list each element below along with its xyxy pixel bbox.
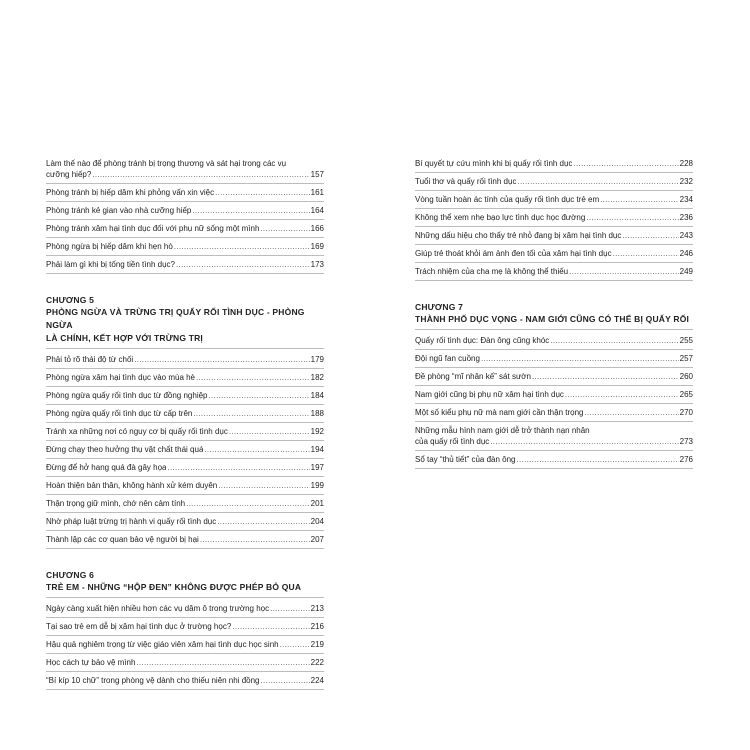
leader-dots — [584, 407, 678, 418]
toc-entry — [46, 238, 324, 256]
toc-entry-title: Một số kiểu phụ nữ mà nam giới cần thận trọng — [415, 408, 584, 417]
leader-dots — [260, 223, 309, 234]
toc-entry-title: Hậu quả nghiêm trọng từ việc giáo viên xâm hại tình dục học sinh — [46, 640, 279, 649]
chapter-number: CHƯƠNG 5 — [46, 295, 95, 305]
toc-entry — [46, 155, 324, 184]
toc-entry — [415, 155, 693, 173]
toc-entry-title: Phòng tránh bị hiếp dâm khi phỏng vấn xin việc — [46, 188, 215, 197]
leader-dots — [622, 230, 678, 241]
toc-entry-title: cưỡng hiếp? — [46, 170, 92, 179]
toc-entry-title: Bí quyết tự cứu mình khi bị quấy rối tình dục — [415, 159, 573, 168]
toc-entry — [415, 350, 693, 368]
toc-entry-page: 276 — [679, 455, 693, 464]
leader-dots — [229, 426, 310, 437]
toc-section-intro-left — [46, 155, 324, 274]
leader-dots — [517, 454, 679, 465]
toc-entry-page: 199 — [310, 481, 324, 490]
toc-entry-page: 228 — [679, 159, 693, 168]
toc-entry-page: 182 — [310, 373, 324, 382]
leader-dots — [600, 194, 679, 205]
toc-entry-page: 222 — [310, 658, 324, 667]
chapter-title — [46, 581, 324, 598]
toc-entry — [46, 184, 324, 202]
toc-entry-page: 232 — [679, 177, 693, 186]
toc-entry-page: 243 — [679, 231, 693, 240]
toc-entry-page: 207 — [310, 535, 324, 544]
leader-dots — [186, 498, 310, 509]
toc-entry-title: Thận trọng giữ mình, chớ nên cảm tính — [46, 499, 186, 508]
toc-entry-title: Những dấu hiệu cho thấy trẻ nhỏ đang bị xâm hại tình dục — [415, 231, 622, 240]
leader-dots — [204, 444, 309, 455]
toc-left-column — [46, 155, 324, 690]
toc-entry — [46, 477, 324, 495]
toc-entry-title-line1: Những mẫu hình nam giới dễ trở thành nạn nhân — [415, 426, 590, 435]
toc-entry — [415, 386, 693, 404]
leader-dots — [565, 389, 679, 400]
toc-entry — [46, 256, 324, 274]
toc-entry — [46, 459, 324, 477]
chapter-5-heading — [46, 294, 324, 349]
toc-entry-page: 224 — [310, 676, 324, 685]
toc-entry-title: Trách nhiệm của cha mẹ là không thể thiếu — [415, 267, 569, 276]
toc-entry-title: Hoàn thiện bản thân, không hành xử kém duyên — [46, 481, 218, 490]
leader-dots — [261, 675, 310, 686]
leader-dots — [196, 372, 310, 383]
toc-entry-page: 213 — [310, 604, 324, 613]
toc-entry-page: 249 — [679, 267, 693, 276]
toc-entry-title: Đừng để hở hang quá đà gây họa — [46, 463, 167, 472]
toc-entry — [46, 220, 324, 238]
toc-entry-page: 219 — [310, 640, 324, 649]
toc-entry-title: Nhờ pháp luật trừng trị hành vi quấy rối tình dục — [46, 517, 217, 526]
toc-entry-page: 161 — [310, 188, 324, 197]
leader-dots — [167, 462, 309, 473]
chapter-title-line1: THÀNH PHỐ DỤC VỌNG - NAM GIỚI CŨNG CÓ THỂ BỊ QUẤY RỐI — [415, 314, 690, 324]
toc-entry-page: 197 — [310, 463, 324, 472]
leader-dots — [215, 187, 310, 198]
leader-dots — [193, 408, 309, 419]
toc-entry — [415, 227, 693, 245]
leader-dots — [490, 436, 678, 447]
leader-dots — [532, 371, 679, 382]
toc-entry-title: Học cách tự bảo vệ mình — [46, 658, 136, 667]
toc-entry-page: 179 — [310, 355, 324, 364]
toc-entry — [415, 422, 693, 451]
toc-entry-title: Tuổi thơ và quấy rối tình dục — [415, 177, 517, 186]
leader-dots — [586, 212, 678, 223]
chapter-7-entries — [415, 332, 693, 469]
toc-entry — [415, 404, 693, 422]
toc-entry-title: Đề phòng “mĩ nhân kế” sát sườn — [415, 372, 531, 381]
leader-dots — [209, 390, 310, 401]
toc-entry-title: Quấy rối tình dục: Đàn ông cũng khóc — [415, 336, 550, 345]
leader-dots — [481, 353, 679, 364]
toc-entry-title: “Bí kíp 10 chữ” trong phòng vệ dành cho thiếu niên nhi đồng — [46, 676, 260, 685]
toc-entry-title: Nam giới cũng bị phụ nữ xâm hại tình dục — [415, 390, 564, 399]
toc-entry-title: Phải làm gì khi bị tống tiền tình dục? — [46, 260, 175, 269]
toc-entry-page: 164 — [310, 206, 324, 215]
toc-entry-title: Đội ngũ fan cuồng — [415, 354, 480, 363]
toc-entry-page: 234 — [679, 195, 693, 204]
toc-entry — [46, 513, 324, 531]
toc-entry — [46, 387, 324, 405]
toc-entry — [415, 173, 693, 191]
toc-entry-page: 236 — [679, 213, 693, 222]
leader-dots — [218, 480, 309, 491]
toc-entry-page: 255 — [679, 336, 693, 345]
toc-entry — [46, 636, 324, 654]
leader-dots — [92, 169, 309, 180]
toc-entry — [46, 351, 324, 369]
chapter-title-line1: PHÒNG NGỪA VÀ TRỪNG TRỊ QUẤY RỐI TÌNH DỤC - PHÒNG NGỪA — [46, 307, 305, 330]
toc-entry-title: của quấy rối tình dục — [415, 437, 490, 446]
toc-entry-title: Tránh xa những nơi có nguy cơ bị quấy rối tình dục — [46, 427, 228, 436]
toc-entry-page: 260 — [679, 372, 693, 381]
toc-entry-page: 204 — [310, 517, 324, 526]
toc-entry — [46, 495, 324, 513]
chapter-7-heading — [415, 301, 693, 330]
leader-dots — [217, 516, 309, 527]
toc-entry-page: 201 — [310, 499, 324, 508]
toc-entry-page: 270 — [679, 408, 693, 417]
toc-entry — [46, 618, 324, 636]
leader-dots — [134, 354, 309, 365]
chapter-title — [46, 306, 324, 349]
toc-entry-page: 173 — [310, 260, 324, 269]
toc-entry-title: Phải tỏ rõ thái độ từ chối — [46, 355, 134, 364]
toc-entry-page: 192 — [310, 427, 324, 436]
leader-dots — [280, 639, 310, 650]
leader-dots — [270, 603, 310, 614]
toc-entry — [415, 263, 693, 281]
chapter-number: CHƯƠNG 7 — [415, 302, 464, 312]
leader-dots — [569, 266, 679, 277]
toc-entry-page: 157 — [310, 170, 324, 179]
toc-entry — [415, 245, 693, 263]
leader-dots — [573, 158, 678, 169]
toc-entry-page: 188 — [310, 409, 324, 418]
toc-entry-title: Không thể xem nhẹ bạo lực tình dục học đường — [415, 213, 586, 222]
toc-entry-page: 273 — [679, 437, 693, 446]
toc-entry-page: 257 — [679, 354, 693, 363]
toc-entry — [46, 600, 324, 618]
toc-entry — [46, 202, 324, 220]
toc-entry — [46, 405, 324, 423]
toc-entry-title: Phòng ngừa xâm hại tình dục vào mùa hè — [46, 373, 196, 382]
toc-right-column — [415, 155, 693, 469]
toc-entry-page: 265 — [679, 390, 693, 399]
toc-entry-title: Tại sao trẻ em dễ bị xâm hại tình dục ở trường học? — [46, 622, 232, 631]
toc-entry-title: Phòng ngừa quấy rối tình dục từ cấp trên — [46, 409, 193, 418]
leader-dots — [200, 534, 310, 545]
toc-entry-title: Vòng tuần hoàn ác tính của quấy rối tình dục trẻ em — [415, 195, 600, 204]
toc-entry — [415, 368, 693, 386]
toc-entry — [46, 531, 324, 549]
chapter-title-line2: LÀ CHÍNH, KẾT HỢP VỚI TRỪNG TRỊ — [46, 333, 203, 343]
toc-entry-page: 216 — [310, 622, 324, 631]
toc-entry-page: 166 — [310, 224, 324, 233]
toc-entry — [415, 332, 693, 350]
toc-entry-page: 184 — [310, 391, 324, 400]
leader-dots — [613, 248, 679, 259]
toc-entry — [415, 451, 693, 469]
toc-entry-page: 169 — [310, 242, 324, 251]
leader-dots — [192, 205, 309, 216]
toc-entry-title: Phòng ngừa quấy rối tình dục từ đồng nghiệp — [46, 391, 208, 400]
toc-entry-title: Phòng tránh kẻ gian vào nhà cưỡng hiếp — [46, 206, 192, 215]
toc-entry-title: Ngày càng xuất hiện nhiều hơn các vụ dâm ô trong trường học — [46, 604, 270, 613]
toc-entry-page: 246 — [679, 249, 693, 258]
leader-dots — [232, 621, 309, 632]
chapter-title-line1: TRẺ EM - NHỮNG “HỘP ĐEN” KHÔNG ĐƯỢC PHÉP BỎ QUA — [46, 582, 302, 592]
chapter-title — [415, 313, 693, 330]
toc-entry-title-line1: Làm thế nào để phòng tránh bị trọng thương và sát hại trong các vụ — [46, 159, 287, 168]
toc-entry-title: Thành lập các cơ quan bảo vệ người bị hại — [46, 535, 199, 544]
toc-entry — [46, 369, 324, 387]
toc-entry — [46, 441, 324, 459]
toc-section-intro-right — [415, 155, 693, 281]
toc-entry — [415, 209, 693, 227]
toc-entry-page: 194 — [310, 445, 324, 454]
toc-entry-title: Phòng tránh xâm hại tình dục đối với phụ nữ sống một mình — [46, 224, 260, 233]
chapter-6-heading — [46, 569, 324, 598]
toc-entry-title: Giúp trẻ thoát khỏi ám ảnh đen tối của xâm hại tình dục — [415, 249, 612, 258]
chapter-6-entries — [46, 600, 324, 690]
toc-entry — [415, 191, 693, 209]
leader-dots — [517, 176, 678, 187]
toc-entry — [46, 654, 324, 672]
leader-dots — [136, 657, 309, 668]
toc-entry-title: Đừng chạy theo hưởng thụ vật chất thái quá — [46, 445, 204, 454]
leader-dots — [174, 241, 310, 252]
toc-entry-title: Phòng ngừa bị hiếp dâm khi hẹn hò — [46, 242, 173, 251]
chapter-number: CHƯƠNG 6 — [46, 570, 95, 580]
toc-entry — [46, 423, 324, 441]
leader-dots — [176, 259, 310, 270]
toc-entry — [46, 672, 324, 690]
leader-dots — [550, 335, 678, 346]
chapter-5-entries — [46, 351, 324, 549]
toc-entry-title: Sổ tay “thủ tiết” của đàn ông — [415, 455, 516, 464]
